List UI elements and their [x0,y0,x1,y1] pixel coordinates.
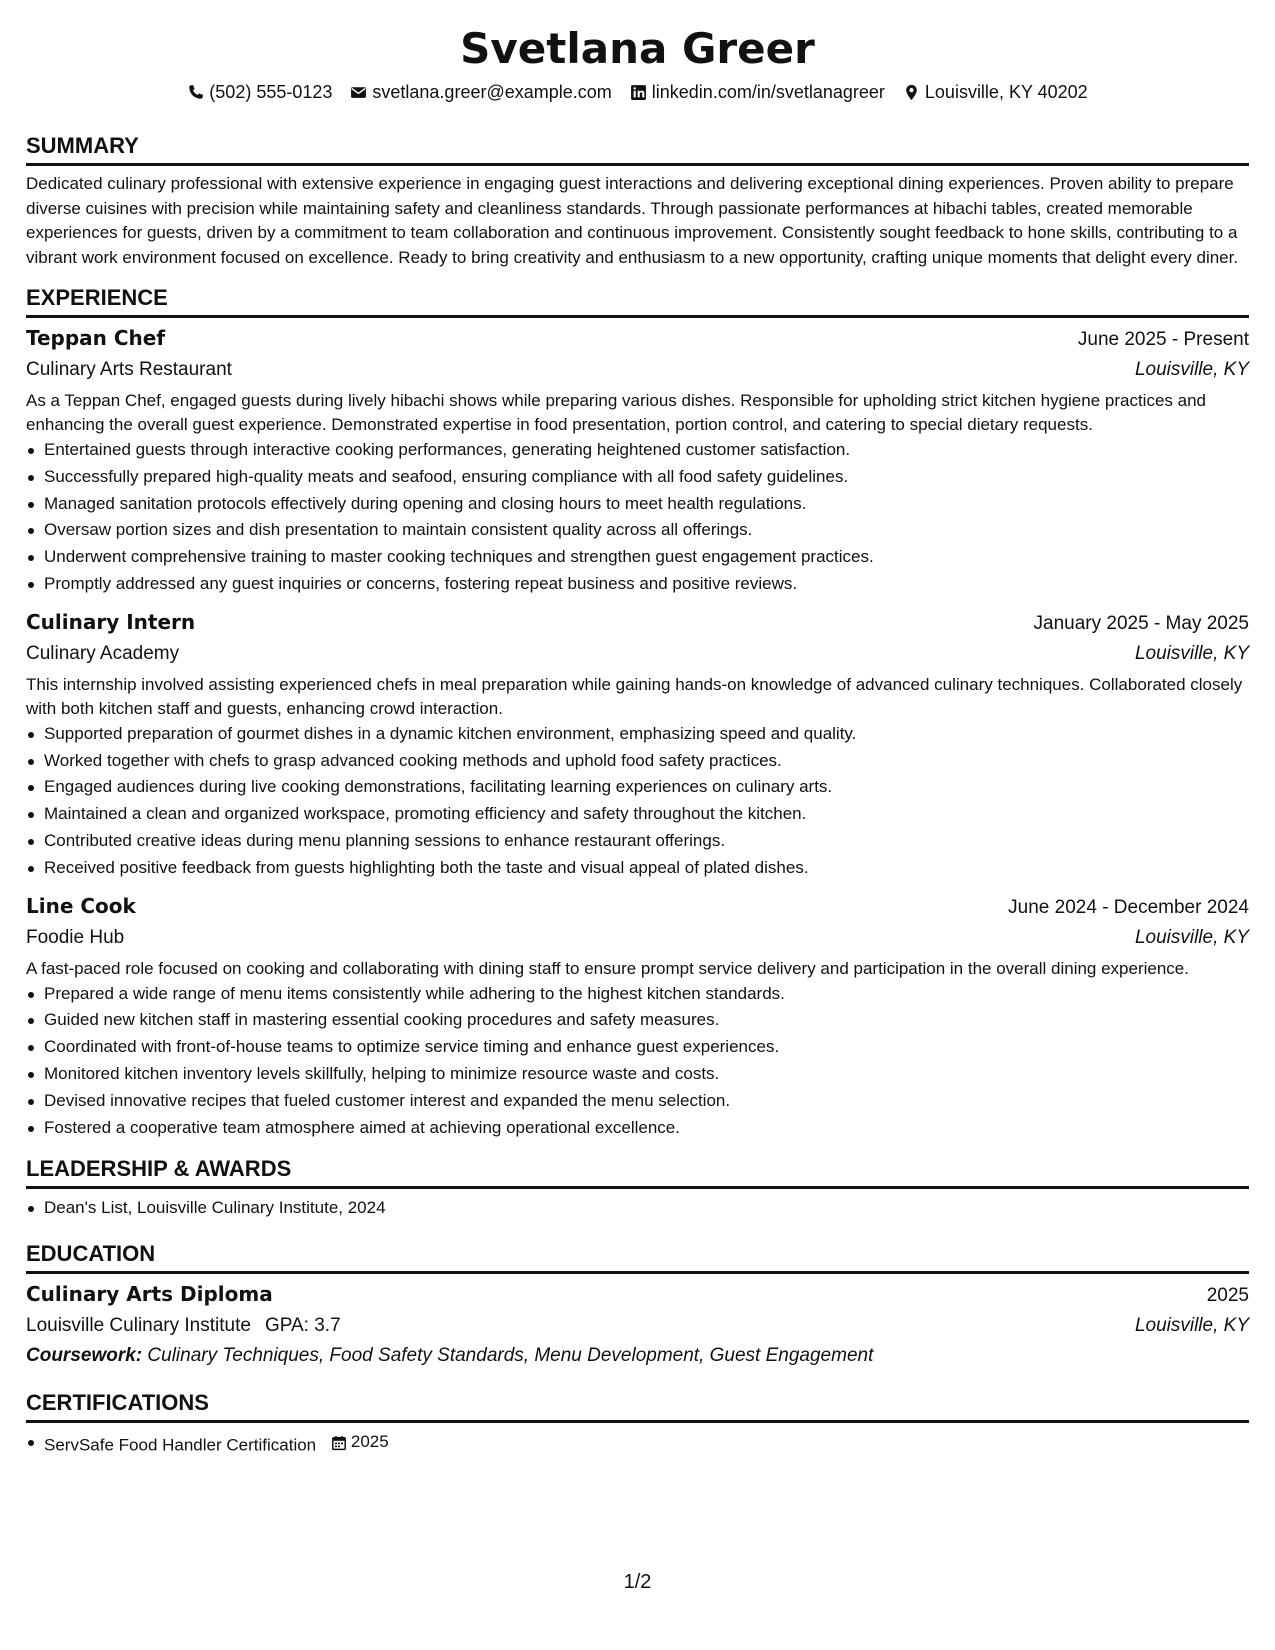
job-location: Louisville, KY [1134,642,1249,664]
job-dates: January 2025 - May 2025 [1033,612,1249,634]
list-item: Entertained guests through interactive cooking performances, generating heightened customer satisfaction. [44,437,1249,464]
contact-bar [26,78,1249,106]
section-title-awards: LEADERSHIP & AWARDS [26,1155,1249,1189]
candidate-name: Svetlana Greer [460,24,815,73]
job-entry [26,891,1249,1142]
job-company: Culinary Academy [26,642,180,664]
experience-section [26,284,1249,1141]
certifications-section [26,1389,1249,1459]
list-item: Successfully prepared high-quality meats and seafood, ensuring compliance with all food safety guidelines. [44,464,1249,491]
job-entry [26,607,1249,882]
phone-text: (502) 555-0123 [209,82,333,102]
school-name-row [26,1311,341,1341]
list-item: Managed sanitation protocols effectively during opening and closing hours to meet health regulations. [44,491,1249,518]
list-item: Oversaw portion sizes and dish presentation to maintain consistent quality across all offerings. [44,517,1249,544]
contact-email[interactable] [350,78,611,106]
list-item: Contributed creative ideas during menu planning sessions to enhance restaurant offerings. [44,828,1249,855]
list-item [44,1429,1249,1459]
job-company: Foodie Hub [26,926,125,948]
job-company: Culinary Arts Restaurant [26,359,232,380]
contact-phone [187,78,332,106]
list-item: Guided new kitchen staff in mastering essential cooking procedures and safety measures. [44,1007,1249,1034]
section-title-education: EDUCATION [26,1240,1249,1274]
gpa: GPA: 3.7 [264,1315,341,1337]
section-title-summary: SUMMARY [26,132,1249,166]
list-item: Maintained a clean and organized workspace, promoting efficiency and safety throughout the kitchen. [44,801,1249,828]
certifications-list [26,1429,1249,1459]
awards-section [26,1155,1249,1222]
page-number: 1/2 [623,1571,652,1593]
job-entry [26,323,1249,598]
job-title: Teppan Chef [26,326,166,350]
graduation-year: 2025 [1206,1285,1249,1307]
job-bullets [26,721,1249,882]
job-bullets [26,981,1249,1142]
email-text[interactable]: svetlana.greer@example.com [372,82,612,102]
list-item: Received positive feedback from guests highlighting both the taste and visual appeal of plated dishes. [44,855,1249,882]
job-description: As a Teppan Chef, engaged guests during lively hibachi shows while preparing various dishes. Responsible for upholding strict kitchen hygiene practices and enhancing the overall guest experience. Demonstrated expertise in food presentation, portion control, and catering to special dietary requests. [26,391,1206,434]
contact-linkedin[interactable] [630,78,885,106]
job-description: A fast-paced role focused on cooking and collaborating with dining staff to ensure prompt service delivery and participation in the overall dining experience. [26,958,1189,978]
list-item: Dean's List, Louisville Culinary Institute, 2024 [44,1195,1249,1222]
education-section [26,1240,1249,1371]
contact-location [903,78,1088,106]
map-pin-icon [903,84,920,101]
degree-title: Culinary Arts Diploma [26,1282,273,1307]
calendar-icon [331,1435,347,1451]
location-text: Louisville, KY 40202 [924,82,1088,102]
job-bullets [26,437,1249,598]
section-title-certifications: CERTIFICATIONS [26,1389,1249,1423]
list-item: Supported preparation of gourmet dishes in a dynamic kitchen environment, emphasizing speed and quality. [44,721,1249,748]
job-dates: June 2024 - December 2024 [1008,896,1249,918]
list-item: Promptly addressed any guest inquiries or concerns, fostering repeat business and positive reviews. [44,571,1249,598]
coursework-label: Coursework: [26,1345,143,1367]
awards-list [26,1195,1249,1222]
coursework-list: Culinary Techniques, Food Safety Standards, Menu Development, Guest Engagement [147,1345,874,1367]
list-item: Fostered a cooperative team atmosphere aimed at achieving operational excellence. [44,1115,1249,1142]
list-item: Worked together with chefs to grasp advanced cooking methods and uphold food safety practices. [44,748,1249,775]
certification-date [331,1429,389,1456]
school-name: Louisville Culinary Institute [26,1315,251,1337]
job-title: Line Cook [26,893,136,918]
resume-page [26,18,1249,1459]
envelope-icon [350,84,367,101]
phone-icon [187,84,204,101]
job-location: Louisville, KY [1134,359,1249,380]
list-item: Engaged audiences during live cooking demonstrations, facilitating learning experiences on culinary arts. [44,774,1249,801]
job-location: Louisville, KY [1134,926,1249,948]
job-title: Culinary Intern [26,609,196,634]
summary-section [26,132,1249,270]
job-dates: June 2025 - Present [1077,329,1249,350]
certification-year: 2025 [350,1432,389,1452]
coursework [26,1341,1249,1371]
list-item: Monitored kitchen inventory levels skillfully, helping to minimize resource waste and costs. [44,1061,1249,1088]
summary-text: Dedicated culinary professional with extensive experience in engaging guest interactions and delivering exceptional dining experiences. Proven ability to prepare diverse cuisines with precision while maintaining safety and cleanliness standards. Through passionate performances at hibachi tables, created memorable experiences for guests, driven by a commitment to team collaboration and continuous improvement. Consistently sought feedback to hone skills, contributing to a vibrant work environment focused on excellence. Ready to bring creativity and enthusiasm to a new opportunity, crafting unique moments that delight every diner. [26,174,1239,267]
list-item: Prepared a wide range of menu items consistently while adhering to the highest kitchen standards. [44,981,1249,1008]
linkedin-text[interactable]: linkedin.com/in/svetlanagreer [651,82,885,102]
list-item: Devised innovative recipes that fueled customer interest and expanded the menu selection. [44,1088,1249,1115]
list-item: Underwent comprehensive training to master cooking techniques and strengthen guest engagement practices. [44,544,1249,571]
job-description: This internship involved assisting experienced chefs in meal preparation while gaining hands-on knowledge of advanced culinary techniques. Collaborated closely with both kitchen staff and guests, enhancing crowd interaction. [26,674,1243,718]
section-title-experience: EXPERIENCE [26,284,1249,318]
school-location: Louisville, KY [1134,1315,1249,1337]
linkedin-icon [630,84,647,101]
list-item: Coordinated with front-of-house teams to optimize service timing and enhance guest experiences. [44,1034,1249,1061]
certification-name: ServSafe Food Handler Certification [44,1435,317,1455]
